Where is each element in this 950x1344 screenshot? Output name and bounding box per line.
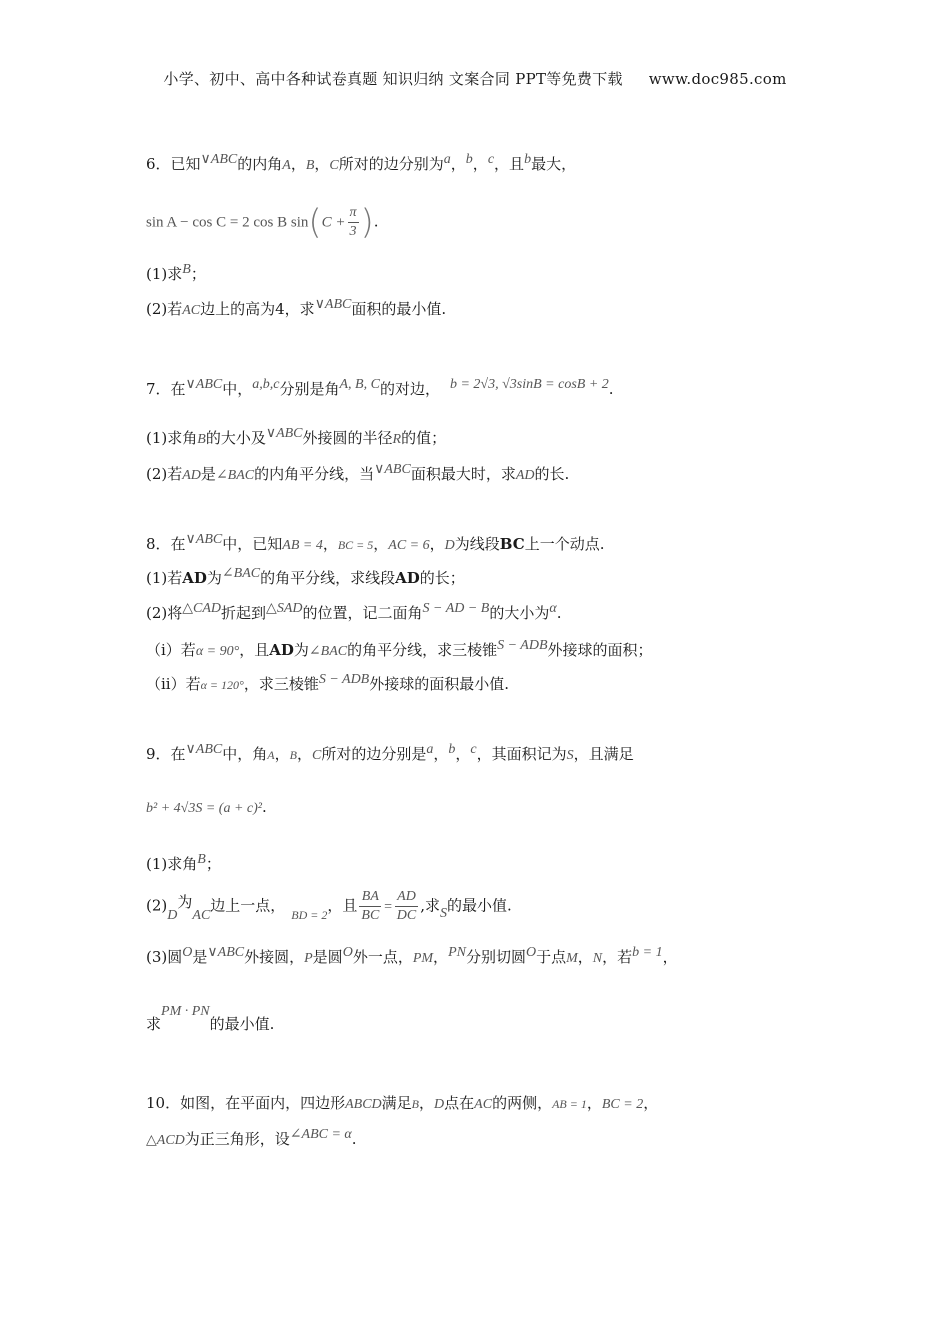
q8-part1: (1)若AD为∠BAC的角平分线，求线段AD的长； — [146, 566, 465, 587]
q9-fraction-ba-bc: $\frac{BA}{BC}$ — [361, 889, 380, 923]
q10-line2: △ACD为正三角形，设∠ABC = α. — [146, 1127, 357, 1148]
q7-part1: (1)求角B的大小及∨ABC外接圆的半径R的值； — [146, 426, 447, 447]
q9-line1: 9．在∨ABC中，角A，B，C所对的边分别是a，b，c，其面积记为S，且满足 — [146, 742, 634, 763]
page-header — [0, 68, 950, 89]
q9-fraction-ad-dc: $\frac{AD}{DC}$ — [396, 889, 417, 923]
q9-part1: (1)求角B； — [146, 852, 221, 873]
q7-line1: 7．在∨ABC中，a,b,c分别是角A, B, C的对边， b = 2√3, √3sinB = cosB + 2. — [146, 377, 614, 398]
q6-part1: (1)求B； — [146, 262, 206, 283]
q9-equation: b² + 4√3S = (a + c)². — [146, 798, 267, 816]
q8-part2-ii: （ii）若α = 120°，求三棱锥S − ADB外接球的面积最小值. — [146, 672, 510, 693]
q9-part3-cont: 求PM · PN的最小值. — [146, 1004, 275, 1033]
q6-fraction: $\frac{\pi}{3}$ — [349, 205, 357, 239]
q6-formula: sin A − cos C = 2 cos B sin(C + $\frac{\pi}{3}$ ). — [146, 202, 379, 243]
q8-part2-i: （i）若α = 90°，且AD为∠BAC的角平分线，求三棱锥S − ADB外接球的面积； — [146, 638, 653, 659]
q9-part3: (3)圆O是∨ABC外接圆，P是圆O外一点，PM，PN分别切圆O于点M，N，若b = 1， — [146, 945, 678, 966]
q8-part2: (2)将△CAD折起到△SAD的位置，记二面角S − AD − B的大小为α. — [146, 601, 562, 622]
q7-part2: (2)若AD是∠BAC的内角平分线，当∨ABC面积最大时，求AD的长. — [146, 462, 570, 483]
header-text: 小学、初中、高中各种试卷真题 知识归纳 文案合同 PPT等免费下载 — [163, 70, 623, 88]
q6-line1: 6．已知∨ABC的内角A，B，C所对的边分别为a，b，c，且b最大， — [146, 152, 577, 173]
q10-line1: 10．如图，在平面内，四边形ABCD满足B，D点在AC的两侧，AB = 1，BC = 2， — [146, 1094, 659, 1112]
q9-part2: (2)D为AC边上一点， $_{BD = 2}$，且 $\frac{BA}{BC}$ = $\frac{AD}{DC}$ ,求S的最小值. — [146, 889, 512, 923]
header-site: www.doc985.com — [648, 70, 787, 88]
q6-part2: (2)若AC边上的高为4，求∨ABC面积的最小值. — [146, 297, 447, 318]
q8-line1: 8．在∨ABC中，已知AB = 4，BC = 5，AC = 6，D为线段BC上一个动点. — [146, 532, 605, 553]
